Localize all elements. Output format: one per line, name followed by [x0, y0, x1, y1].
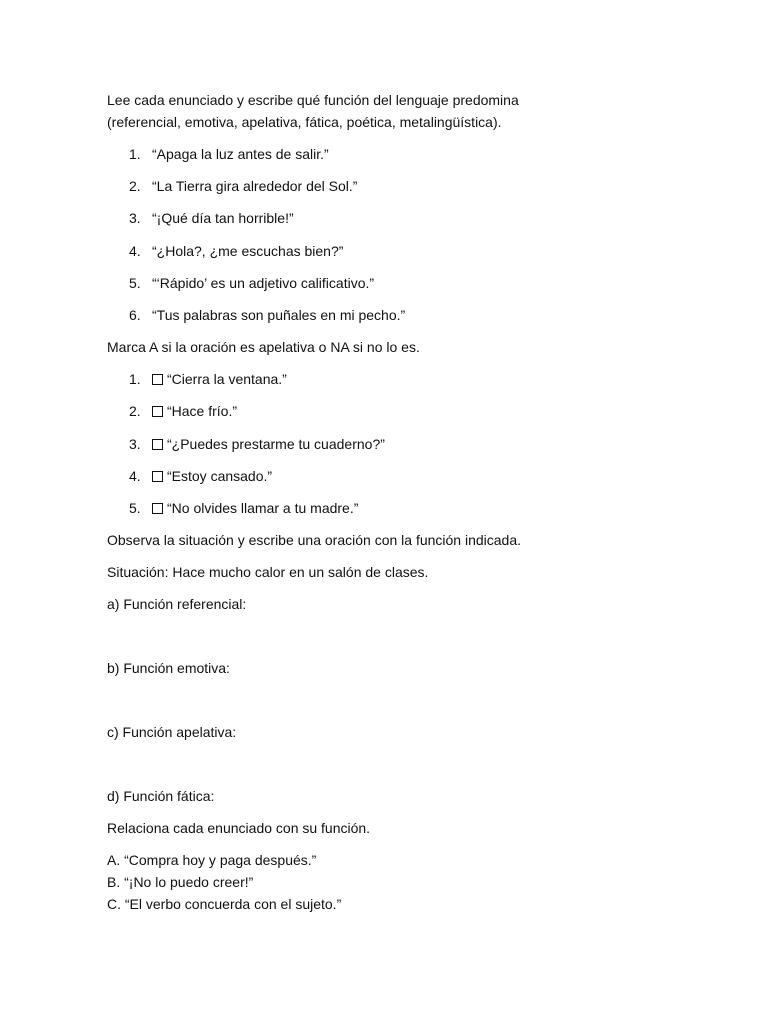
prompt-fatica: d) Función fática: — [107, 788, 215, 805]
item-text: “Apaga la luz antes de salir.” — [152, 146, 329, 162]
list-item — [107, 304, 667, 326]
item-number: 2. — [129, 178, 141, 195]
list-item — [107, 143, 667, 165]
prompt-referencial: a) Función referencial: — [107, 596, 247, 613]
section1-instruction-line2: (referencial, emotiva, apelativa, fática, poética, metalingüística). — [107, 114, 502, 130]
section1-instruction — [107, 89, 667, 133]
item-text: “No olvides llamar a tu madre.” — [167, 499, 359, 516]
item-number: 2. — [129, 403, 141, 420]
item-text: “‘Rápido’ es un adjetivo calificativo.” — [152, 274, 375, 291]
list-item — [107, 175, 667, 197]
item-number: 1. — [129, 146, 141, 162]
item-text: “¡Qué día tan horrible!” — [152, 210, 294, 227]
item-text: “¿Puedes prestarme tu cuaderno?” — [167, 435, 385, 452]
match-item: B. “¡No lo puedo creer!” — [107, 874, 254, 891]
section2-instruction: Marca A si la oración es apelativa o NA si no lo es. — [107, 339, 420, 356]
item-text: “Hace frío.” — [167, 403, 238, 420]
worksheet — [107, 89, 667, 915]
item-text: “Estoy cansado.” — [167, 467, 273, 484]
item-number: 6. — [129, 306, 141, 323]
list-item — [107, 272, 667, 294]
item-number: 4. — [129, 242, 141, 259]
section4-instruction: Relaciona cada enunciado con su función. — [107, 820, 371, 837]
section3-instruction: Observa la situación y escribe una oración con la función indicada. — [107, 532, 522, 549]
item-text: “¿Hola?, ¿me escuchas bien?” — [152, 242, 344, 259]
item-text: “Cierra la ventana.” — [167, 371, 287, 388]
prompt-emotiva: b) Función emotiva: — [107, 660, 230, 677]
match-item: A. “Compra hoy y paga después.” — [107, 852, 317, 869]
checkbox[interactable] — [152, 374, 163, 385]
item-number: 5. — [129, 274, 141, 291]
checkbox[interactable] — [152, 439, 163, 450]
section1-list — [107, 143, 667, 326]
checkbox-item — [107, 368, 667, 390]
checkbox-item — [107, 465, 667, 487]
section3-situation: Situación: Hace mucho calor en un salón de clases. — [107, 564, 429, 581]
list-item — [107, 240, 667, 262]
item-number: 1. — [129, 371, 141, 388]
answer-space[interactable] — [107, 615, 667, 657]
item-number: 4. — [129, 467, 141, 484]
answer-space[interactable] — [107, 743, 667, 785]
checkbox-item — [107, 433, 667, 455]
list-item — [107, 207, 667, 229]
section1-instruction-line1: Lee cada enunciado y escribe qué función del lenguaje predomina — [107, 92, 519, 108]
checkbox[interactable] — [152, 503, 163, 514]
item-number: 3. — [129, 210, 141, 227]
checkbox-item — [107, 400, 667, 422]
section2-list — [107, 368, 667, 519]
item-text: “La Tierra gira alrededor del Sol.” — [152, 178, 358, 195]
checkbox-item — [107, 497, 667, 519]
item-number: 5. — [129, 499, 141, 516]
prompt-apelativa: c) Función apelativa: — [107, 724, 237, 741]
checkbox[interactable] — [152, 406, 163, 417]
checkbox[interactable] — [152, 471, 163, 482]
answer-space[interactable] — [107, 679, 667, 721]
match-list — [107, 849, 667, 915]
item-text: “Tus palabras son puñales en mi pecho.” — [152, 306, 406, 323]
item-number: 3. — [129, 435, 141, 452]
match-item: C. “El verbo concuerda con el sujeto.” — [107, 896, 342, 913]
